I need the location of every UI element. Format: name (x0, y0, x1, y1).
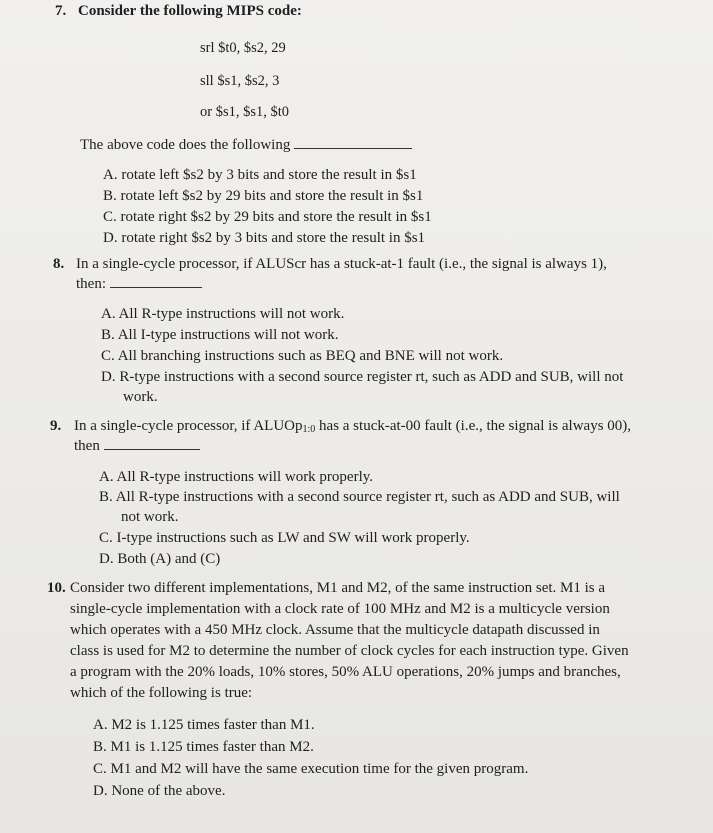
q9-answer-blank (104, 449, 200, 450)
option-letter: C. (101, 348, 115, 364)
q7-answer-blank (294, 148, 412, 149)
option-letter: D. (101, 369, 116, 385)
q7-option-a (103, 167, 417, 184)
q8-answer-blank (110, 287, 202, 288)
q8-number: 8. (53, 256, 65, 272)
option-text: All I-type instructions will not work. (117, 327, 339, 343)
option-text: All R-type instructions will work properly. (116, 469, 374, 485)
option-text: All R-type instructions with a second source register rt, such as ADD and SUB, will (115, 489, 620, 505)
option-text: rotate left $s2 by 3 bits and store the result in $s1 (121, 167, 417, 183)
option-text: All branching instructions such as BEQ and BNE will not work. (117, 348, 504, 364)
q7-option-d (103, 230, 425, 247)
option-text: rotate left $s2 by 29 bits and store the result in $s1 (120, 188, 424, 204)
q8-option-a (101, 306, 344, 323)
q7-code-line-1: srl $t0, $s2, 29 (200, 40, 286, 56)
q8-stem-then: then: (76, 276, 106, 292)
q7-option-c (103, 209, 432, 226)
q8-option-c (101, 348, 503, 365)
q10-option-b (93, 739, 314, 756)
option-text: R-type instructions with a second source register rt, such as ADD and SUB, will not (119, 369, 624, 385)
option-letter: D. (99, 551, 114, 567)
q9-option-c (99, 530, 470, 547)
option-letter: A. (103, 167, 118, 183)
q9-option-b-continued: not work. (121, 509, 179, 525)
q9-option-d (99, 551, 220, 568)
q9-option-a (99, 469, 373, 486)
q8-stem-line-2 (76, 276, 202, 293)
q7-stem: Consider the following MIPS code: (78, 3, 302, 19)
q7-option-b (103, 188, 423, 205)
option-text: I-type instructions such as LW and SW will work properly. (116, 530, 470, 546)
option-letter: B. (93, 739, 107, 755)
option-letter: C. (103, 209, 117, 225)
option-text: M1 is 1.125 times faster than M2. (110, 739, 314, 755)
option-text: rotate right $s2 by 3 bits and store the result in $s1 (121, 230, 426, 246)
option-letter: D. (93, 783, 108, 799)
option-letter: A. (93, 717, 108, 733)
option-text: Both (A) and (C) (117, 551, 221, 567)
q10-stem-line-2: single-cycle implementation with a clock rate of 100 MHz and M2 is a multicycle version (70, 601, 610, 617)
q10-stem-line-3: which operates with a 450 MHz clock. Assume that the multicycle datapath discussed in (70, 622, 600, 638)
q8-stem-line-1: In a single-cycle processor, if ALUScr has a stuck-at-1 fault (i.e., the signal is always 1), (76, 256, 607, 272)
q9-stem-post: has a stuck-at-00 fault (i.e., the signal is always 00), (315, 418, 632, 434)
option-letter: C. (93, 761, 107, 777)
q8-option-b (101, 327, 339, 344)
q9-stem-pre: In a single-cycle processor, if ALUOp (74, 418, 303, 434)
q10-stem-line-1: Consider two different implementations, M1 and M2, of the same instruction set. M1 is a (70, 580, 606, 596)
option-text: rotate right $s2 by 29 bits and store the result in $s1 (120, 209, 432, 225)
option-text: All R-type instructions will not work. (118, 306, 345, 322)
q7-code-line-3: or $s1, $s1, $t0 (200, 104, 290, 120)
option-text: M1 and M2 will have the same execution time for the given program. (110, 761, 529, 777)
option-text: None of the above. (111, 783, 226, 799)
q9-stem-subscript: 1:0 (302, 424, 316, 435)
q9-number: 9. (50, 418, 62, 434)
q8-option-d-continued: work. (123, 389, 158, 405)
option-letter: C. (99, 530, 113, 546)
option-letter: B. (103, 188, 117, 204)
q10-option-c (93, 761, 528, 778)
q9-stem-line-2 (74, 438, 200, 455)
q10-number: 10. (47, 580, 66, 596)
q7-code-line-2: sll $s1, $s2, 3 (200, 73, 280, 89)
q9-stem-line-1 (74, 418, 631, 435)
option-text: M2 is 1.125 times faster than M1. (111, 717, 315, 733)
q8-option-d (101, 369, 623, 386)
option-letter: D. (103, 230, 118, 246)
option-letter: A. (101, 306, 116, 322)
q9-option-b (99, 489, 620, 506)
q10-stem-line-6: which of the following is true: (70, 685, 253, 701)
q9-stem-then: then (74, 438, 100, 454)
q10-option-d (93, 783, 225, 800)
q10-stem-line-5: a program with the 20% loads, 10% stores, 50% ALU operations, 20% jumps and branches, (70, 664, 621, 680)
q10-option-a (93, 717, 315, 734)
option-letter: B. (99, 489, 113, 505)
q7-prompt-text: The above code does the following (80, 137, 291, 153)
q7-prompt (80, 137, 412, 154)
q7-number: 7. (55, 3, 67, 19)
option-letter: B. (101, 327, 115, 343)
option-letter: A. (99, 469, 114, 485)
q10-stem-line-4: class is used for M2 to determine the number of clock cycles for each instruction type. Given (70, 643, 629, 659)
